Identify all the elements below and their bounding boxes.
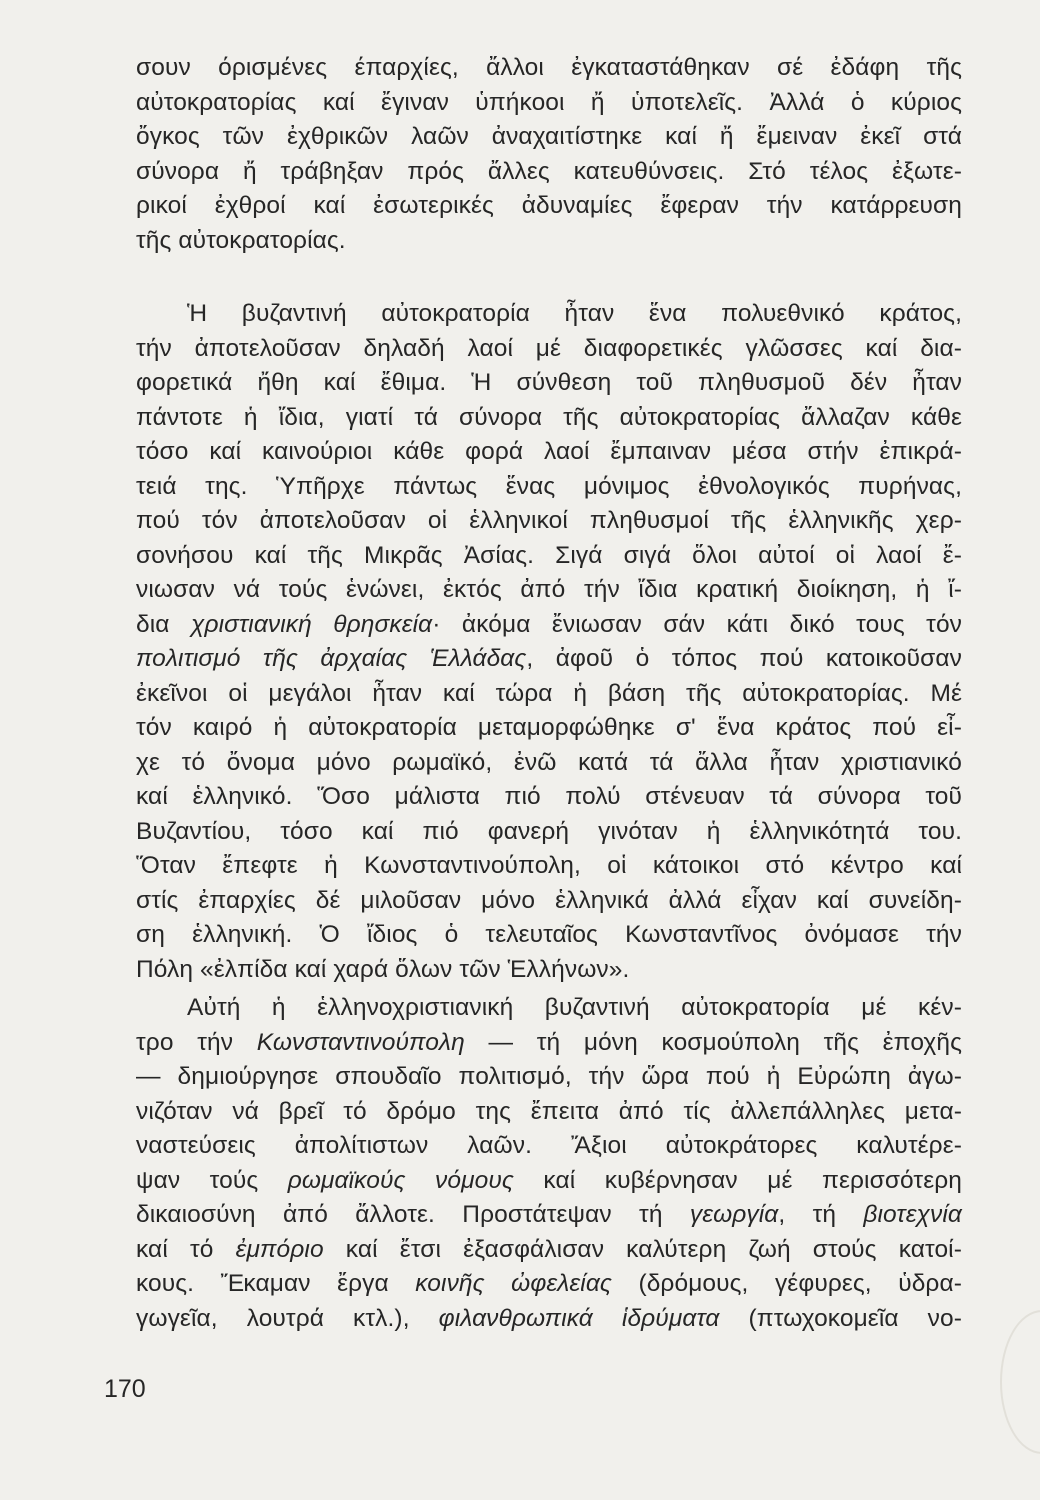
paragraph-2	[136, 297, 962, 987]
emphasized-term: πολιτισμό τῆς ἀρχαίας Ἑλλάδας	[136, 645, 527, 672]
text-run: ὄγκος τῶν ἐχθρικῶν λαῶν ἀναχαιτίστηκε καί ἤ ἔμειναν ἐκεῖ στά	[136, 123, 962, 150]
text-run: ψαν τούς	[136, 1166, 288, 1194]
library-stamp	[1000, 1310, 1040, 1454]
text-run: σουν όρισμένες έπαρχίες, ἄλλοι ἐγκαταστάθηκαν σέ ἐδάφη τῆς	[136, 54, 962, 81]
text-run: νιζόταν νά βρεῖ τό δρόμο της ἔπειτα ἀπό τίς ἀλλεπάλληλες μετα-	[136, 1097, 962, 1125]
text-run: σύνορα ἤ τράβηξαν πρός ἄλλες κατευθύνσεις. Στό τέλος ἐξωτε-	[136, 157, 962, 185]
text-line	[136, 1060, 962, 1095]
paragraph-1	[136, 51, 962, 258]
emphasized-term: ἐμπόριο	[235, 1235, 324, 1263]
text-run: ἐκεῖνοι οἱ μεγάλοι ἦταν καί τώρα ἡ βάση τῆς αὐτοκρατορίας. Μέ	[136, 679, 962, 707]
emphasized-term: γεωργία	[689, 1201, 779, 1228]
text-run: σονήσου καί τῆς Μικρᾶς Ἀσίας. Σιγά σιγά ὅλοι αὐτοί οἱ λαοί ἔ-	[136, 541, 962, 569]
text-line	[136, 849, 962, 884]
text-run: τήν ἀποτελοῦσαν δηλαδή λαοί μέ διαφορετικές γλῶσσες καί δια-	[136, 334, 962, 362]
text-run: τειά της. Ὑπῆρχε πάντως ἕνας μόνιμος ἐθνολογικός πυρήνας,	[136, 472, 962, 500]
page-number: 170	[104, 1375, 146, 1403]
text-run: τρο τήν	[136, 1028, 257, 1056]
text-line	[136, 746, 962, 781]
text-line	[136, 884, 962, 919]
text-run: δια	[136, 610, 191, 638]
text-run: κους. Ἔκαμαν ἔργα	[136, 1270, 416, 1297]
text-run: ση ἑλληνική. Ὁ ἴδιος ὁ τελευταῖος Κωνσταντῖνος ὀνόμασε τήν	[136, 921, 962, 948]
text-run: (δρόμους, γέφυρες, ὑδρα-	[611, 1270, 962, 1297]
text-line	[136, 1129, 962, 1164]
text-line	[136, 677, 962, 712]
emphasized-term: κοινῆς ὠφελείας	[415, 1270, 612, 1297]
text-line	[136, 918, 962, 953]
paragraph-3	[136, 991, 962, 1336]
text-run: καί κυβέρνησαν μέ περισσότερη	[513, 1166, 962, 1194]
text-run: Πόλη «ἐλπίδα καί χαρά ὅλων τῶν Ἑλλήνων».	[136, 955, 630, 983]
text-line	[136, 1164, 962, 1199]
text-line	[136, 573, 962, 608]
text-line	[136, 642, 962, 677]
emphasized-term: ρωμαϊκούς νόμους	[287, 1166, 514, 1194]
text-line	[136, 435, 962, 470]
text-run: χε τό ὄνομα μόνο ρωμαϊκό, ἐνῶ κατά τά ἄλλα ἦταν χριστιανικό	[136, 748, 962, 776]
text-line	[136, 1302, 962, 1337]
text-run: · ἀκόμα ἔνιωσαν σάν κάτι δικό τους τόν	[432, 610, 963, 638]
text-run: καί ἑλληνικό. Ὅσο μάλιστα πιό πολύ στένευαν τά σύνορα τοῦ	[136, 783, 962, 810]
emphasized-term: βιοτεχνία	[863, 1201, 962, 1228]
text-line	[136, 86, 962, 121]
text-line	[136, 608, 962, 643]
text-run: — τή μόνη κοσμούπολη τῆς ἐποχῆς	[464, 1028, 962, 1056]
text-line	[136, 815, 962, 850]
emphasized-term: φιλανθρωπικά ἱδρύματα	[438, 1304, 720, 1332]
text-line	[136, 189, 962, 224]
text-run: Ἡ βυζαντινή αὐτοκρατορία ἦταν ἕνα πολυεθνικό κράτος,	[187, 300, 962, 327]
text-line	[136, 366, 962, 401]
text-line	[136, 539, 962, 574]
text-line	[136, 953, 962, 988]
text-run: τόν καιρό ἡ αὐτοκρατορία μεταμορφώθηκε σ' ἕνα κράτος πού εἶ-	[136, 714, 962, 741]
text-line	[136, 297, 962, 332]
text-line	[136, 332, 962, 367]
text-run: καί τό	[136, 1235, 236, 1263]
text-line	[136, 470, 962, 505]
text-line	[136, 1198, 962, 1233]
text-line	[136, 120, 962, 155]
text-line	[136, 1095, 962, 1130]
text-run: , ἀφοῦ ὁ τόπος πού κατοικοῦσαν	[526, 645, 962, 672]
text-run: ρικοί ἐχθροί καί ἐσωτερικές ἀδυναμίες ἔφεραν τήν κατάρρευση	[136, 192, 962, 219]
text-line	[136, 1267, 962, 1302]
text-run: , τή	[778, 1201, 864, 1228]
text-line	[136, 401, 962, 436]
text-line	[136, 991, 962, 1026]
text-run: αὐτοκρατορίας καί ἔγιναν ὑπήκοοι ἤ ὑποτελεῖς. Ἀλλά ὁ κύριος	[136, 88, 962, 116]
text-line	[136, 1026, 962, 1061]
emphasized-term: Κωνσταντινούπολη	[256, 1028, 465, 1056]
text-line	[136, 224, 962, 259]
emphasized-term: χριστιανική θρησκεία	[191, 610, 433, 638]
text-line	[136, 780, 962, 815]
text-run: — δημιούργησε σπουδαῖο πολιτισμό, τήν ὥρα πού ἡ Εὐρώπη ἀγω-	[136, 1063, 962, 1090]
text-line	[136, 1233, 962, 1268]
text-line	[136, 711, 962, 746]
text-run: φορετικά ἤθη καί ἔθιμα. Ἡ σύνθεση τοῦ πληθυσμοῦ δέν ἦταν	[136, 369, 962, 396]
text-run: τῆς αὐτοκρατορίας.	[136, 226, 346, 254]
text-run: δικαιοσύνη ἀπό ἄλλοτε. Προστάτεψαν τή	[136, 1201, 690, 1228]
text-run: Αὐτή ἡ ἑλληνοχριστιανική βυζαντινή αὐτοκρατορία μέ κέν-	[187, 994, 962, 1021]
text-line	[136, 504, 962, 539]
text-line	[136, 155, 962, 190]
text-run: τόσο καί καινούριοι κάθε φορά λαοί ἔμπαιναν μέσα στήν ἐπικρά-	[136, 438, 962, 465]
text-run: (πτωχοκομεῖα νο-	[719, 1304, 963, 1332]
text-run: πάντοτε ἡ ἴδια, γιατί τά σύνορα τῆς αὐτοκρατορίας ἄλλαζαν κάθε	[136, 403, 962, 431]
text-run: πού τόν ἀποτελοῦσαν οἱ ἑλληνικοί πληθυσμοί τῆς ἑλληνικῆς χερ-	[136, 507, 962, 534]
text-run: ναστεύσεις ἀπολίτιστων λαῶν. Ἄξιοι αὐτοκράτορες καλυτέρε-	[136, 1132, 962, 1159]
text-run: Ὅταν ἔπεφτε ἡ Κωνσταντινούπολη, οἱ κάτοικοι στό κέντρο καί	[136, 852, 962, 879]
text-run: γωγεῖα, λουτρά κτλ.),	[136, 1304, 439, 1332]
text-run: Βυζαντίου, τόσο καί πιό φανερή γινόταν ἡ ἑλληνικότητά του.	[136, 817, 962, 845]
text-run: στίς ἐπαρχίες δέ μιλοῦσαν μόνο ἑλληνικά ἀλλά εἶχαν καί συνείδη-	[136, 886, 962, 914]
text-run: καί ἔτσι ἐξασφάλισαν καλύτερη ζωή στούς κατοί-	[323, 1235, 962, 1263]
text-line	[136, 51, 962, 86]
text-run: νιωσαν νά τούς ἑνώνει, ἐκτός ἀπό τήν ἴδια κρατική διοίκηση, ἡ ἴ-	[136, 576, 962, 603]
